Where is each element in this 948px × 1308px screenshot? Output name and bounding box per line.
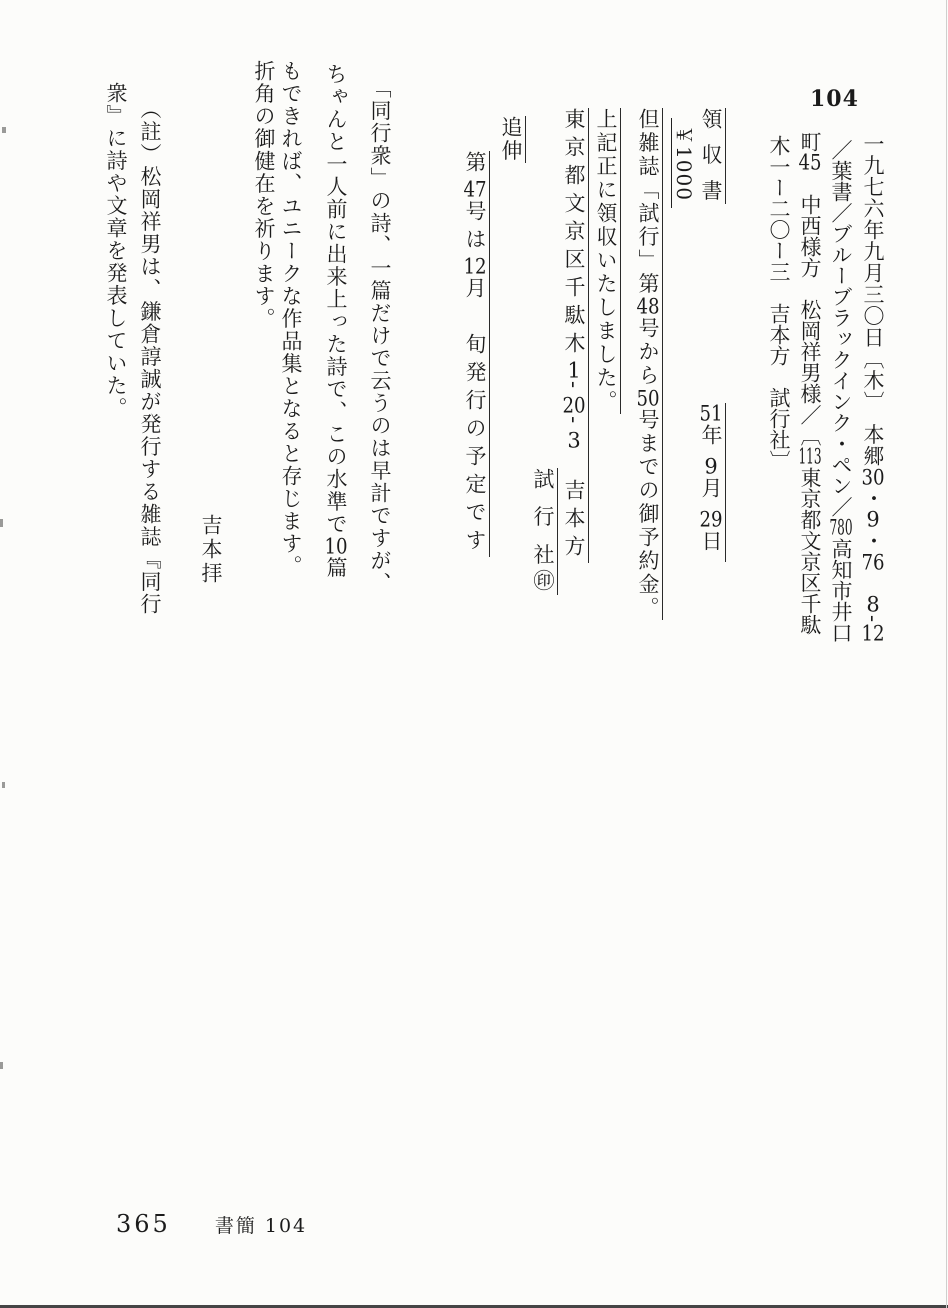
header-line-sender: 木一ー二〇ー三 吉本方 試行社〕	[767, 135, 791, 471]
note-line-1: （註）松岡祥男は、鎌倉諄誠が発行する雑誌『同行	[138, 98, 162, 616]
body-line-3: もできれば、ユニークな作品集となると存じます。	[279, 60, 303, 578]
header-line-recipient: 町45 中西様方 松岡祥男様／〔113東京都文京区千駄	[798, 131, 822, 635]
receipt-proviso: 但雑誌「試行」第48号から50号までの御予約金。	[635, 108, 663, 620]
receipt-amount: ￥1000	[671, 118, 696, 208]
postscript-label: 追伸	[498, 116, 526, 163]
postscript-text: 第47号は12月 旬発行の予定です	[462, 151, 490, 557]
note-line-2: 衆』に詩や文章を発表していた。	[104, 82, 128, 420]
signature: 吉本拝	[199, 514, 223, 586]
body-line-4: 折角の御健在を祈ります。	[252, 60, 276, 330]
body-line-1: 「同行衆」の詩、一篇だけで云うのは早計ですが、	[368, 77, 392, 595]
scan-artifact	[0, 519, 3, 527]
scan-artifact	[0, 1062, 3, 1069]
header-line-date: 一九七六年九月三〇日〔木〕 本郷30・9・76 8-12	[861, 133, 885, 644]
scan-edge-right	[946, 0, 947, 1308]
page-number: 365	[116, 1210, 171, 1238]
page-footer	[116, 1210, 307, 1238]
receipt-confirmation: 上記正に領収いたしました。	[593, 108, 621, 414]
receipt-title: 領 収 書	[698, 108, 726, 204]
header-line-medium: ／葉書／ブルーブラックインク・ペン／780高知市井口	[829, 139, 853, 643]
letter-number-heading: 104	[810, 86, 859, 112]
scan-artifact	[2, 782, 5, 788]
receipt-issuer-with-seal: 試 行 社㊞	[530, 468, 558, 595]
receipt-date: 51年9月29日	[698, 403, 726, 562]
scan-artifact	[2, 127, 6, 133]
body-line-2: ちゃんと一人前に出来上った詩で、この水準で10篇	[324, 63, 348, 579]
running-title: 書簡 104	[214, 1215, 308, 1237]
receipt-address: 東京都文京区千駄木1-20-3 吉本方	[561, 108, 589, 563]
